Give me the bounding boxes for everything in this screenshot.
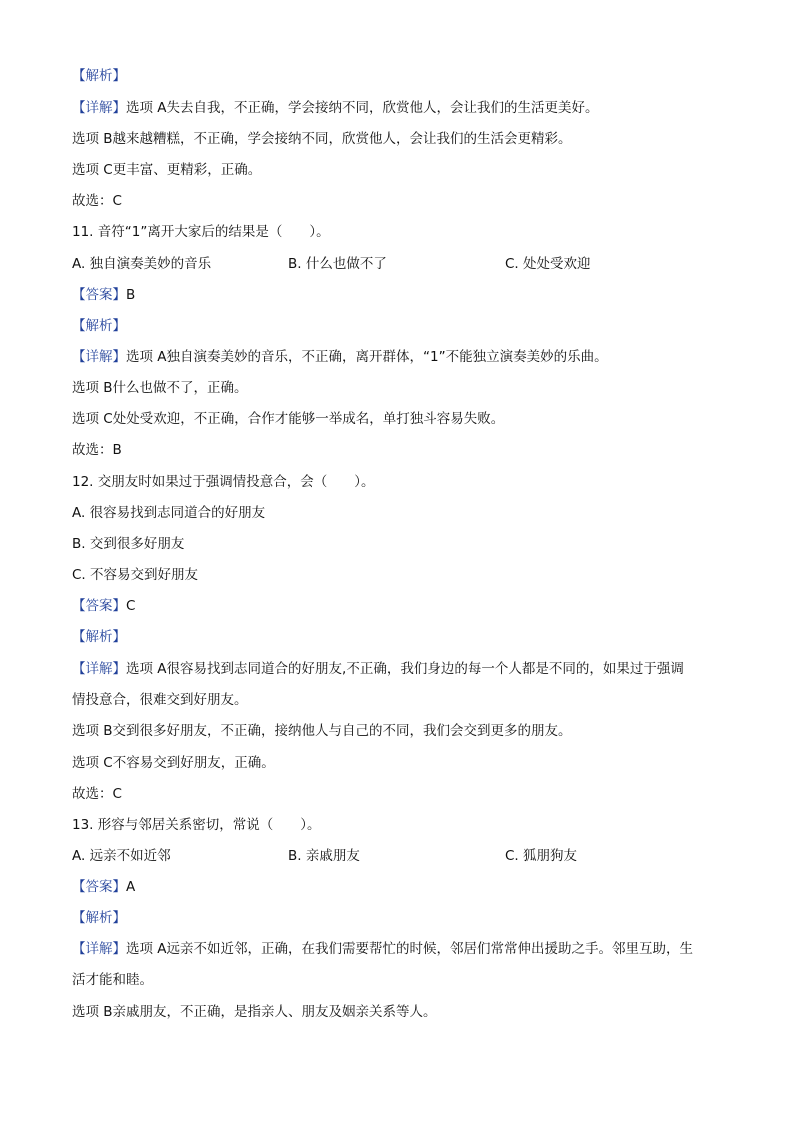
- q13-detail-text: 选项 A远亲不如近邻，正确，在我们需要帮忙的时候，邻居们常常伸出援助之手。邻里互助，生: [126, 941, 694, 957]
- q13-option-b-explanation: 选项 B亲戚朋友，不正确，是指亲人、朋友及姻亲关系等人。: [72, 1004, 437, 1020]
- q13-detail-line: [72, 940, 693, 958]
- question-13: 13. 形容与邻居关系密切，常说（ ）。: [72, 817, 321, 833]
- answer-label: 【答案】: [72, 287, 126, 303]
- q12-detail-line: [72, 660, 684, 678]
- q12-detail-continued: 情投意合，很难交到好朋友。: [72, 692, 248, 708]
- q13-option-c: C. 狐朋狗友: [505, 848, 578, 864]
- q13-option-a: A. 远亲不如近邻: [72, 848, 171, 864]
- question-12: 12. 交朋友时如果过于强调情投意合，会（ ）。: [72, 474, 375, 490]
- detail-label: 【详解】: [72, 941, 126, 957]
- q11-detail-line: [72, 348, 608, 366]
- final-choice: 故选：C: [72, 193, 122, 209]
- q12-detail-text: 选项 A很容易找到志同道合的好朋友,不正确，我们身边的每一个人都是不同的，如果过于强调: [126, 661, 684, 677]
- q13-option-b: B. 亲戚朋友: [288, 848, 360, 864]
- q11-answer-line: [72, 286, 135, 304]
- answer-label: 【答案】: [72, 598, 126, 614]
- analysis-label: 【解析】: [72, 629, 126, 645]
- q12-answer-line: [72, 597, 135, 615]
- q11-option-b-explanation: 选项 B什么也做不了，正确。: [72, 380, 248, 396]
- q11-option-b: B. 什么也做不了: [288, 256, 387, 272]
- detail-line: [72, 99, 599, 117]
- analysis-label: 【解析】: [72, 68, 126, 84]
- q11-final-choice: 故选：B: [72, 442, 122, 458]
- question-11: 11. 音符“1”离开大家后的结果是（ ）。: [72, 224, 330, 240]
- analysis-label: 【解析】: [72, 318, 126, 334]
- q13-answer-line: [72, 878, 135, 896]
- detail-label: 【详解】: [72, 100, 126, 116]
- detail-label: 【详解】: [72, 349, 126, 365]
- q12-option-c-explanation: 选项 C不容易交到好朋友，正确。: [72, 755, 275, 771]
- option-c-explanation: 选项 C更丰富、更精彩，正确。: [72, 162, 262, 178]
- option-b-explanation: 选项 B越来越糟糕，不正确，学会接纳不同，欣赏他人，会让我们的生活会更精彩。: [72, 131, 572, 147]
- q11-answer: B: [126, 287, 136, 303]
- q11-detail-text: 选项 A独自演奏美妙的音乐，不正确，离开群体，“1”不能独立演奏美妙的乐曲。: [126, 349, 608, 365]
- q11-option-c-explanation: 选项 C处处受欢迎，不正确，合作才能够一举成名，单打独斗容易失败。: [72, 411, 505, 427]
- q11-option-a: A. 独自演奏美妙的音乐: [72, 256, 212, 272]
- q13-answer: A: [126, 879, 136, 895]
- q11-option-c: C. 处处受欢迎: [505, 256, 591, 272]
- q13-detail-continued: 活才能和睦。: [72, 972, 153, 988]
- analysis-label: 【解析】: [72, 910, 126, 926]
- q12-option-a: A. 很容易找到志同道合的好朋友: [72, 505, 266, 521]
- q12-answer: C: [126, 598, 136, 614]
- detail-text: 选项 A失去自我，不正确，学会接纳不同，欣赏他人，会让我们的生活更美好。: [126, 100, 599, 116]
- detail-label: 【详解】: [72, 661, 126, 677]
- q12-option-b-explanation: 选项 B交到很多好朋友，不正确，接纳他人与自己的不同，我们会交到更多的朋友。: [72, 723, 572, 739]
- q12-option-c: C. 不容易交到好朋友: [72, 567, 199, 583]
- q12-final-choice: 故选：C: [72, 786, 122, 802]
- q12-option-b: B. 交到很多好朋友: [72, 536, 185, 552]
- answer-label: 【答案】: [72, 879, 126, 895]
